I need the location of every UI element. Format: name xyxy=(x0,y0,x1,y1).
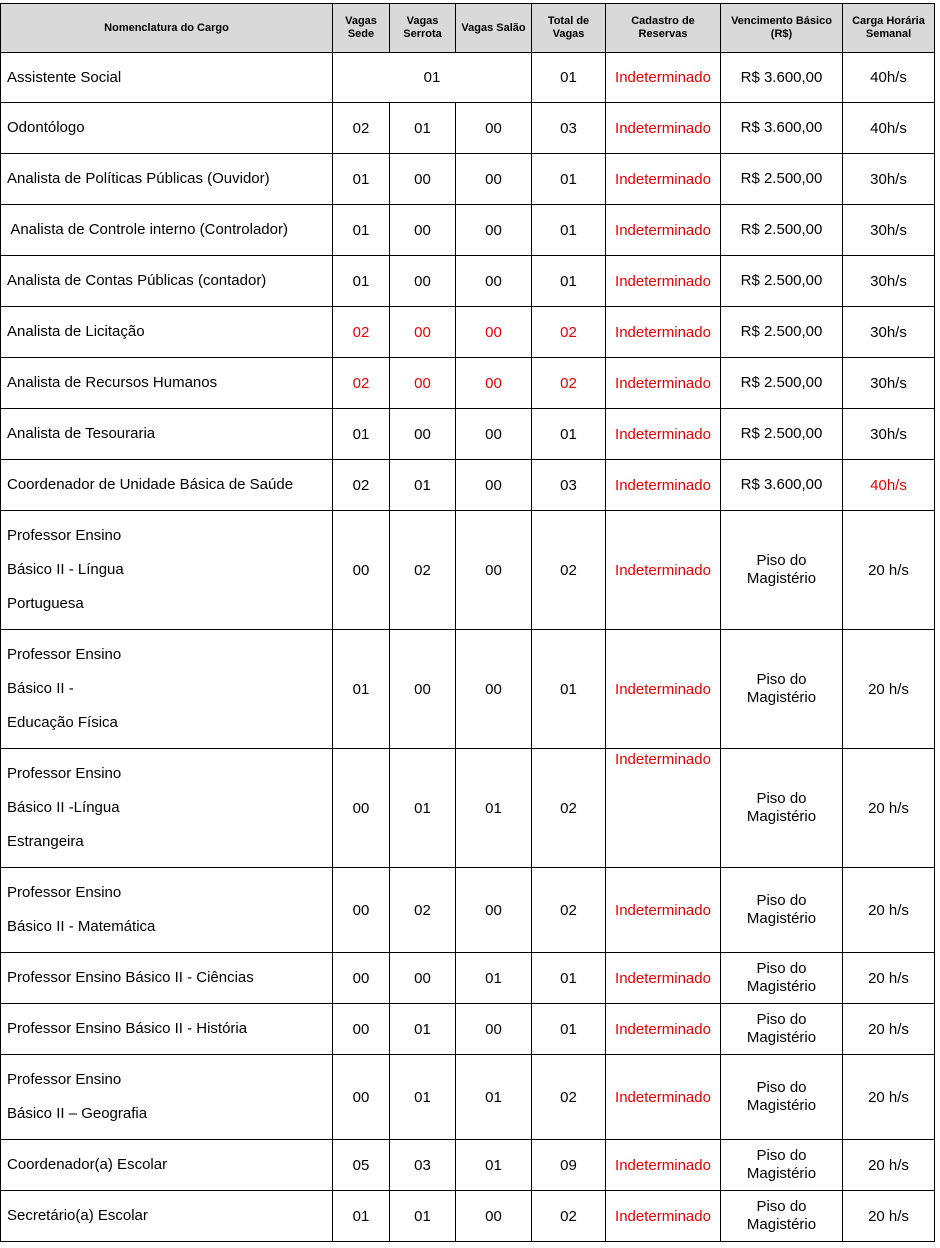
header-total-vagas: Total de Vagas xyxy=(532,4,606,53)
vencimento-cell xyxy=(721,1191,843,1242)
vencimento-cell xyxy=(721,358,843,409)
table-row xyxy=(1,358,935,409)
cargo-name-line: Professor Ensino xyxy=(7,527,122,544)
table-row xyxy=(1,154,935,205)
cargo-name-cell xyxy=(1,53,333,103)
total-vagas-cell: 02 xyxy=(532,749,606,868)
cargo-name-cell xyxy=(1,868,333,953)
vencimento-line: Magistério xyxy=(746,910,817,927)
vagas-serrota-cell: 01 xyxy=(390,749,456,868)
vencimento-line: R$ 2.500,00 xyxy=(740,272,823,289)
vagas-sede-cell: 01 xyxy=(333,256,390,307)
cargo-name-cell xyxy=(1,511,333,630)
cadastro-reservas-cell: Indeterminado xyxy=(606,154,721,205)
total-vagas-cell: 03 xyxy=(532,460,606,511)
cargo-name-line: Analista de Contas Públicas (contador) xyxy=(7,272,267,289)
cargo-name-line: Educação Física xyxy=(7,714,118,731)
vagas-merged-cell: 01 xyxy=(333,53,532,103)
vencimento-line: R$ 2.500,00 xyxy=(740,170,823,187)
cadastro-reservas-cell: Indeterminado xyxy=(606,1055,721,1140)
header-cadastro-reservas: Cadastro de Reservas xyxy=(606,4,721,53)
vagas-salao-cell: 01 xyxy=(456,953,532,1004)
cargo-name-line: Secretário(a) Escolar xyxy=(7,1207,148,1224)
cadastro-reservas-cell: Indeterminado xyxy=(606,205,721,256)
cadastro-reservas-cell: Indeterminado xyxy=(606,53,721,103)
carga-horaria-cell: 20 h/s xyxy=(843,749,935,868)
vagas-salao-cell: 00 xyxy=(456,103,532,154)
cargo-name-line: Analista de Licitação xyxy=(7,323,145,340)
header-vagas-sede: Vagas Sede xyxy=(333,4,390,53)
cargo-name-line: Professor Ensino Básico II - História xyxy=(7,1020,248,1037)
carga-horaria-cell: 20 h/s xyxy=(843,953,935,1004)
cadastro-reservas-cell: Indeterminado xyxy=(606,103,721,154)
cargo-name-cell xyxy=(1,460,333,511)
carga-horaria-cell: 40h/s xyxy=(843,103,935,154)
vagas-serrota-cell: 00 xyxy=(390,630,456,749)
total-vagas-cell: 01 xyxy=(532,953,606,1004)
cargo-name-cell xyxy=(1,358,333,409)
vagas-sede-cell: 00 xyxy=(333,511,390,630)
carga-horaria-cell: 20 h/s xyxy=(843,868,935,953)
carga-horaria-cell: 40h/s xyxy=(843,53,935,103)
cadastro-reservas-cell: Indeterminado xyxy=(606,1004,721,1055)
vencimento-line: Piso do xyxy=(756,1147,807,1164)
vencimento-cell xyxy=(721,53,843,103)
vencimento-line: R$ 3.600,00 xyxy=(740,476,823,493)
cargo-name-cell xyxy=(1,1191,333,1242)
cargo-name-line: Coordenador(a) Escolar xyxy=(7,1156,168,1173)
table-row xyxy=(1,1004,935,1055)
vagas-serrota-cell: 01 xyxy=(390,1191,456,1242)
cargo-name-line: Odontólogo xyxy=(7,119,85,136)
total-vagas-cell: 02 xyxy=(532,1055,606,1140)
vagas-serrota-cell: 00 xyxy=(390,358,456,409)
vagas-salao-cell: 00 xyxy=(456,868,532,953)
cadastro-reservas-cell: Indeterminado xyxy=(606,307,721,358)
cargo-name-cell xyxy=(1,103,333,154)
vagas-salao-cell: 00 xyxy=(456,307,532,358)
header-nomenclatura: Nomenclatura do Cargo xyxy=(1,4,333,53)
vencimento-line: Piso do xyxy=(756,552,807,569)
vencimento-line: Magistério xyxy=(746,1216,817,1233)
vagas-salao-cell: 00 xyxy=(456,205,532,256)
vagas-serrota-cell: 02 xyxy=(390,511,456,630)
vencimento-line: R$ 3.600,00 xyxy=(740,68,823,86)
cargo-name-line: Básico II - Língua xyxy=(7,561,124,578)
table-row xyxy=(1,953,935,1004)
vencimento-line: Magistério xyxy=(746,689,817,706)
vagas-serrota-cell: 01 xyxy=(390,460,456,511)
vencimento-line: Magistério xyxy=(746,1097,817,1114)
header-vencimento-basico: Vencimento Básico (R$) xyxy=(721,4,843,53)
header-vagas-salao: Vagas Salão xyxy=(456,4,532,53)
vencimento-line: Magistério xyxy=(746,570,817,587)
vencimento-line: Piso do xyxy=(756,1198,807,1215)
header-carga-horaria: Carga Horária Semanal xyxy=(843,4,935,53)
cargo-name-cell xyxy=(1,1055,333,1140)
cargo-name-cell xyxy=(1,749,333,868)
carga-horaria-cell: 30h/s xyxy=(843,154,935,205)
vagas-salao-cell: 00 xyxy=(456,460,532,511)
carga-horaria-cell: 20 h/s xyxy=(843,1140,935,1191)
vagas-serrota-cell: 01 xyxy=(390,1004,456,1055)
vagas-sede-cell: 01 xyxy=(333,154,390,205)
cargo-name-line: Professor Ensino xyxy=(7,646,122,663)
vagas-serrota-cell: 00 xyxy=(390,256,456,307)
total-vagas-cell: 09 xyxy=(532,1140,606,1191)
cargo-name-line: Básico II - Matemática xyxy=(7,918,156,935)
cargo-name-cell xyxy=(1,953,333,1004)
cargo-name-cell xyxy=(1,307,333,358)
table-row xyxy=(1,307,935,358)
vagas-serrota-cell: 00 xyxy=(390,205,456,256)
cadastro-reservas-cell: Indeterminado xyxy=(606,511,721,630)
carga-horaria-cell: 30h/s xyxy=(843,256,935,307)
table-row xyxy=(1,749,935,868)
total-vagas-cell: 01 xyxy=(532,630,606,749)
header-vagas-serrota: Vagas Serrota xyxy=(390,4,456,53)
cadastro-reservas-cell: Indeterminado xyxy=(606,460,721,511)
total-vagas-cell: 01 xyxy=(532,256,606,307)
table-row xyxy=(1,460,935,511)
vagas-salao-cell: 00 xyxy=(456,256,532,307)
cargo-name-line: Professor Ensino xyxy=(7,1071,122,1088)
vagas-sede-cell: 05 xyxy=(333,1140,390,1191)
total-vagas-cell: 02 xyxy=(532,868,606,953)
cargo-name-line: Estrangeira xyxy=(7,833,84,850)
vagas-serrota-cell: 03 xyxy=(390,1140,456,1191)
vencimento-line: Piso do xyxy=(756,671,807,688)
carga-horaria-cell: 20 h/s xyxy=(843,511,935,630)
vagas-sede-cell: 00 xyxy=(333,1004,390,1055)
vagas-salao-cell: 00 xyxy=(456,1004,532,1055)
cargo-name-line: Portuguesa xyxy=(7,595,84,612)
vencimento-cell xyxy=(721,953,843,1004)
table-row xyxy=(1,103,935,154)
cargo-name-line: Professor Ensino xyxy=(7,884,122,901)
vagas-sede-cell: 01 xyxy=(333,1191,390,1242)
vagas-salao-cell: 01 xyxy=(456,1140,532,1191)
vencimento-cell xyxy=(721,460,843,511)
vencimento-line: R$ 2.500,00 xyxy=(740,374,823,391)
carga-horaria-cell: 20 h/s xyxy=(843,1055,935,1140)
cargo-name-line: Professor Ensino xyxy=(7,765,122,782)
table-header-row xyxy=(1,4,935,53)
vencimento-line: Piso do xyxy=(756,960,807,977)
total-vagas-cell: 02 xyxy=(532,307,606,358)
vagas-salao-cell: 00 xyxy=(456,630,532,749)
cargo-name-line: Analista de Controle interno (Controlador) xyxy=(7,221,288,238)
carga-horaria-cell: 20 h/s xyxy=(843,1191,935,1242)
cargo-name-cell xyxy=(1,409,333,460)
cadastro-reservas-cell: Indeterminado xyxy=(606,256,721,307)
vencimento-line: Magistério xyxy=(746,808,817,825)
vencimento-cell xyxy=(721,1004,843,1055)
vagas-serrota-cell: 00 xyxy=(390,154,456,205)
total-vagas-cell: 02 xyxy=(532,511,606,630)
carga-horaria-cell: 20 h/s xyxy=(843,1004,935,1055)
vagas-sede-cell: 00 xyxy=(333,868,390,953)
vagas-serrota-cell: 02 xyxy=(390,868,456,953)
vagas-serrota-cell: 01 xyxy=(390,103,456,154)
vencimento-cell xyxy=(721,511,843,630)
vencimento-cell xyxy=(721,409,843,460)
vagas-sede-cell: 02 xyxy=(333,103,390,154)
vencimento-line: Magistério xyxy=(746,978,817,995)
cargo-name-line: Básico II - xyxy=(7,680,74,697)
vagas-serrota-cell: 00 xyxy=(390,953,456,1004)
vagas-salao-cell: 01 xyxy=(456,749,532,868)
vagas-sede-cell: 02 xyxy=(333,307,390,358)
cadastro-reservas-cell: Indeterminado xyxy=(606,953,721,1004)
cargo-name-cell xyxy=(1,256,333,307)
vencimento-line: R$ 2.500,00 xyxy=(740,323,823,340)
cadastro-reservas-cell: Indeterminado xyxy=(606,1191,721,1242)
vencimento-cell xyxy=(721,630,843,749)
vagas-sede-cell: 02 xyxy=(333,460,390,511)
cargo-name-line: Básico II – Geografia xyxy=(7,1105,148,1122)
vencimento-cell xyxy=(721,154,843,205)
vagas-serrota-cell: 00 xyxy=(390,409,456,460)
cadastro-reservas-cell: Indeterminado xyxy=(606,358,721,409)
vagas-salao-cell: 01 xyxy=(456,1055,532,1140)
table-row xyxy=(1,205,935,256)
cargo-name-line: Coordenador de Unidade Básica de Saúde xyxy=(7,476,294,493)
vagas-salao-cell: 00 xyxy=(456,511,532,630)
table-row xyxy=(1,53,935,103)
cargo-name-line: Analista de Recursos Humanos xyxy=(7,374,218,391)
vagas-sede-cell: 02 xyxy=(333,358,390,409)
table-row xyxy=(1,409,935,460)
vencimento-line: Piso do xyxy=(756,1079,807,1096)
vagas-serrota-cell: 01 xyxy=(390,1055,456,1140)
vagas-salao-cell: 00 xyxy=(456,409,532,460)
vencimento-cell xyxy=(721,205,843,256)
cargo-name-line: Assistente Social xyxy=(7,68,122,86)
cadastro-reservas-cell: Indeterminado xyxy=(606,630,721,749)
job-vacancies-table xyxy=(0,3,935,1242)
total-vagas-cell: 01 xyxy=(532,205,606,256)
vencimento-cell xyxy=(721,749,843,868)
carga-horaria-cell: 30h/s xyxy=(843,205,935,256)
total-vagas-cell: 01 xyxy=(532,409,606,460)
vagas-salao-cell: 00 xyxy=(456,1191,532,1242)
table-row xyxy=(1,511,935,630)
cargo-name-line: Analista de Políticas Públicas (Ouvidor) xyxy=(7,170,270,187)
vencimento-line: R$ 3.600,00 xyxy=(740,119,823,136)
cargo-name-cell xyxy=(1,154,333,205)
cargo-name-cell xyxy=(1,205,333,256)
cargo-name-line: Professor Ensino Básico II - Ciências xyxy=(7,969,254,986)
cargo-name-cell xyxy=(1,630,333,749)
vencimento-cell xyxy=(721,1055,843,1140)
table-row xyxy=(1,868,935,953)
vencimento-cell xyxy=(721,256,843,307)
total-vagas-cell: 01 xyxy=(532,1004,606,1055)
cargo-name-cell xyxy=(1,1004,333,1055)
vagas-sede-cell: 00 xyxy=(333,953,390,1004)
cargo-name-line: Analista de Tesouraria xyxy=(7,425,156,442)
vagas-sede-cell: 01 xyxy=(333,205,390,256)
vencimento-line: R$ 2.500,00 xyxy=(740,221,823,238)
table-row xyxy=(1,630,935,749)
cadastro-reservas-cell: Indeterminado xyxy=(606,749,721,868)
vencimento-cell xyxy=(721,103,843,154)
vagas-serrota-cell: 00 xyxy=(390,307,456,358)
vencimento-line: Piso do xyxy=(756,1011,807,1028)
total-vagas-cell: 01 xyxy=(532,154,606,205)
vencimento-line: Piso do xyxy=(756,892,807,909)
total-vagas-cell: 02 xyxy=(532,358,606,409)
carga-horaria-cell: 30h/s xyxy=(843,358,935,409)
cargo-name-cell xyxy=(1,1140,333,1191)
table-body xyxy=(1,53,935,1242)
total-vagas-cell: 03 xyxy=(532,103,606,154)
vencimento-line: Piso do xyxy=(756,790,807,807)
vencimento-cell xyxy=(721,1140,843,1191)
vagas-salao-cell: 00 xyxy=(456,358,532,409)
vagas-sede-cell: 01 xyxy=(333,409,390,460)
table-row xyxy=(1,256,935,307)
vencimento-cell xyxy=(721,868,843,953)
vagas-sede-cell: 01 xyxy=(333,630,390,749)
vencimento-cell xyxy=(721,307,843,358)
carga-horaria-cell: 20 h/s xyxy=(843,630,935,749)
vencimento-line: Magistério xyxy=(746,1165,817,1182)
table-row xyxy=(1,1055,935,1140)
vagas-salao-cell: 00 xyxy=(456,154,532,205)
vagas-sede-cell: 00 xyxy=(333,1055,390,1140)
carga-horaria-cell: 30h/s xyxy=(843,409,935,460)
vencimento-line: R$ 2.500,00 xyxy=(740,425,823,442)
cadastro-reservas-cell: Indeterminado xyxy=(606,1140,721,1191)
total-vagas-cell: 01 xyxy=(532,53,606,103)
cargo-name-line: Básico II -Língua xyxy=(7,799,120,816)
total-vagas-cell: 02 xyxy=(532,1191,606,1242)
table-row xyxy=(1,1140,935,1191)
carga-horaria-cell: 40h/s xyxy=(843,460,935,511)
document-page xyxy=(0,3,935,1242)
table-row xyxy=(1,1191,935,1242)
cadastro-reservas-cell: Indeterminado xyxy=(606,868,721,953)
cadastro-reservas-cell: Indeterminado xyxy=(606,409,721,460)
vencimento-line: Magistério xyxy=(746,1029,817,1046)
vagas-sede-cell: 00 xyxy=(333,749,390,868)
carga-horaria-cell: 30h/s xyxy=(843,307,935,358)
